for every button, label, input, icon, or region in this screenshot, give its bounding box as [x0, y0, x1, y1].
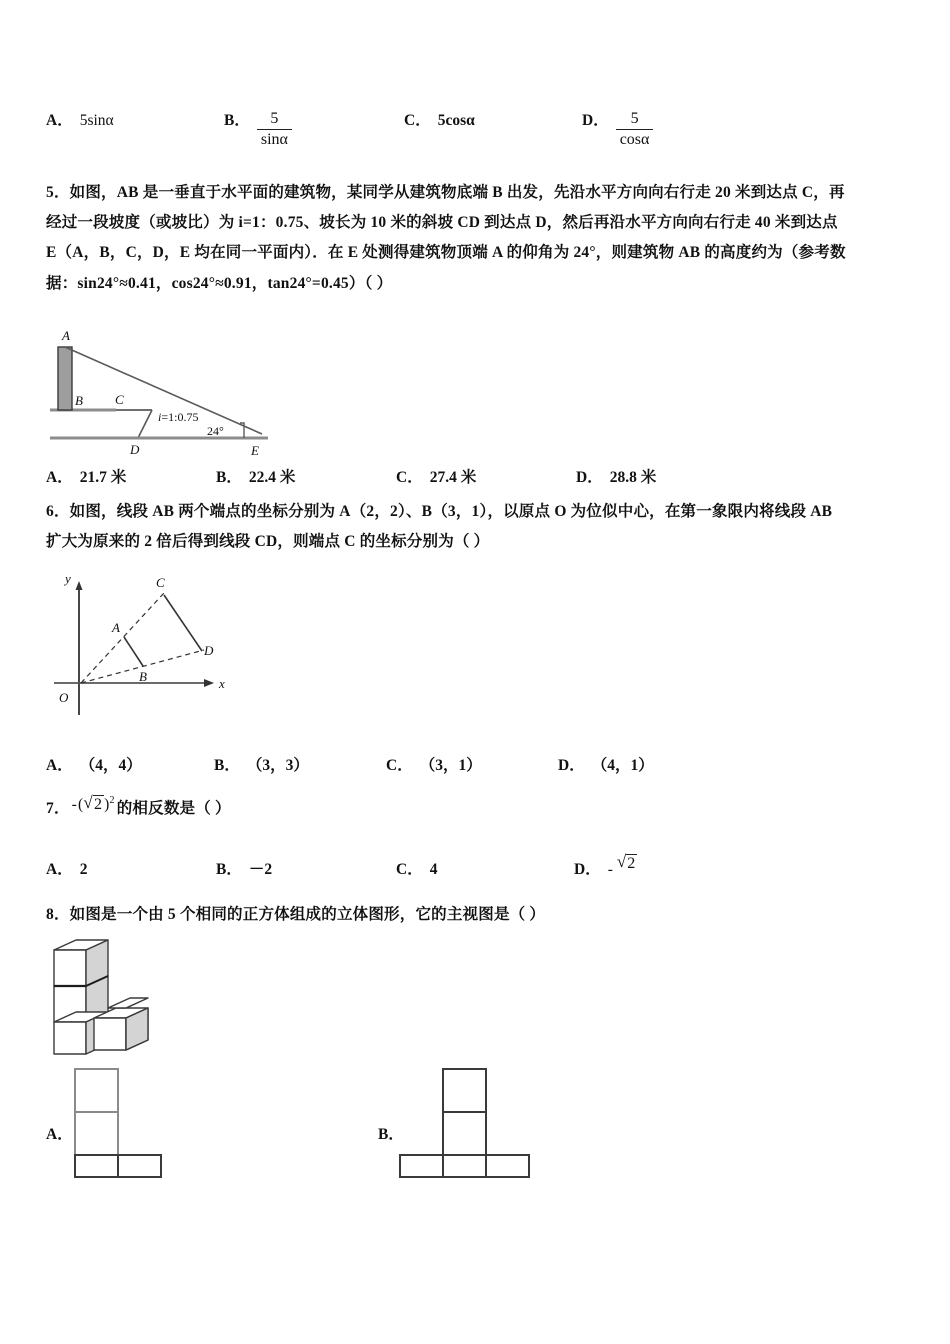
fraction-bar: [257, 129, 292, 130]
grid-cell-middle: [443, 1112, 486, 1155]
cube-top-frontface: [54, 950, 86, 986]
q7-expr-open-paren: (: [78, 796, 84, 813]
label-b: B: [139, 669, 147, 684]
q4-option-a-label: A．: [46, 112, 73, 129]
q6-text-line-2: 扩大为原来的 2 倍后得到线段 CD，则端点 C 的坐标分别为（ ）: [46, 533, 490, 551]
q7-option-b-value: －2: [248, 861, 273, 878]
q8-text: [46, 903, 914, 926]
q4-option-d-denominator: cosα: [619, 130, 650, 148]
q5-text: [46, 178, 914, 299]
q5-option-a-value: 21.7 米: [79, 469, 127, 486]
q4-option-b-label: B．: [224, 112, 250, 129]
q8-option-a-figure[interactable]: [70, 1066, 180, 1181]
q4-option-c[interactable]: [404, 108, 582, 151]
q6-text: [46, 497, 914, 557]
fraction-bar: [616, 129, 654, 130]
q6-option-d-value: （4，1）: [591, 757, 654, 774]
q4-option-d-label: D．: [582, 112, 609, 129]
q7-expression: [72, 794, 115, 816]
q5-option-a-label: A．: [46, 469, 73, 486]
q7-option-b-label: B．: [216, 861, 242, 878]
label-a: A: [62, 328, 70, 343]
q7-number: 7．: [46, 800, 70, 817]
q7-expr-close-paren: ): [104, 796, 110, 813]
q6-option-a-value: （4，4）: [79, 757, 142, 774]
q6-option-d[interactable]: [558, 753, 654, 775]
q6-options-row: [46, 753, 686, 775]
segment-cd: [164, 595, 202, 651]
q5-option-b-value: 22.4 米: [248, 469, 296, 486]
q4-option-b[interactable]: [224, 108, 404, 151]
q6-option-b-label: B．: [214, 757, 240, 774]
q7-text-tail: 的相反数是（ ）: [116, 800, 231, 817]
q7-option-d-label: D．: [574, 861, 601, 878]
label-slope-ratio: i=1:0.75: [158, 410, 199, 424]
x-axis-arrow: [204, 679, 214, 687]
q5-option-c-value: 27.4 米: [429, 469, 477, 486]
q7-expr-radicand: 2: [93, 796, 103, 813]
cube-bottomleft-frontface: [54, 1022, 86, 1054]
q4-option-b-numerator: 5: [270, 110, 279, 127]
grid-cell-middle: [75, 1112, 118, 1155]
q6-option-c-value: （3，1）: [419, 757, 482, 774]
q5-option-c-label: C．: [396, 469, 423, 486]
q7-option-a-label: A．: [46, 861, 73, 878]
q7-options-row: [46, 852, 686, 880]
q5-text-line-1: 5．如图，AB 是一垂直于水平面的建筑物，某同学从建筑物底端 B 出发，先沿水平方向向右行走 20 米到达点 C，再: [46, 184, 845, 201]
cube-bottomright-frontface: [94, 1018, 126, 1050]
slope-cd: [138, 410, 152, 438]
q7-option-d-radicand: 2: [627, 855, 636, 872]
q6-option-a-label: A．: [46, 757, 73, 774]
label-x-axis: x: [219, 676, 225, 691]
q6-option-b-value: （3，3）: [246, 757, 309, 774]
radical-sign: √: [616, 852, 627, 871]
q4-options-row: [46, 108, 686, 151]
q8-option-a-label: A．: [46, 1126, 73, 1143]
q7-option-d-radical: [617, 853, 637, 873]
q8-solid-figure: [42, 936, 192, 1061]
radical-sign: √: [83, 793, 93, 812]
building-ab: [58, 347, 72, 410]
q4-option-a[interactable]: [46, 108, 224, 151]
cube-backright-topface: [108, 998, 148, 1008]
label-c: C: [156, 575, 165, 590]
q7-expr-radical: [83, 794, 104, 814]
grid-cell-bottom-left: [400, 1155, 443, 1177]
q6-figure: [46, 565, 296, 740]
q7-option-d-minus: -: [607, 861, 613, 878]
q7-option-d[interactable]: [574, 852, 637, 880]
q6-option-c-label: C．: [386, 757, 413, 774]
q5-option-a[interactable]: [46, 465, 216, 487]
q4-option-a-value: 5sinα: [79, 112, 114, 129]
q7-expr-exponent: 2: [109, 795, 115, 806]
q6-option-d-label: D．: [558, 757, 585, 774]
q4-option-d[interactable]: [582, 108, 653, 151]
q8-option-b-figure[interactable]: [400, 1066, 530, 1181]
q8-option-b-label: B．: [378, 1126, 404, 1143]
grid-cell-top: [443, 1069, 486, 1112]
label-d: D: [204, 643, 214, 658]
q4-option-c-value: 5cosα: [437, 112, 475, 129]
segment-ab: [124, 637, 143, 666]
q7-text: [46, 793, 546, 820]
y-axis-arrow: [76, 581, 83, 590]
label-e: E: [251, 443, 259, 458]
label-y-axis: y: [65, 571, 71, 586]
q5-text-line-4: 据：sin24°≈0.41，cos24°≈0.91，tan24°=0.45）（ ）: [46, 274, 393, 292]
q5-text-line-3: E（A，B，C，D，E 均在同一平面内）．在 E 处测得建筑物顶端 A 的仰角为 24°，则建筑物 AB 的高度约为（参考数: [46, 244, 846, 262]
label-a: A: [112, 620, 120, 635]
q7-option-b[interactable]: [216, 857, 396, 879]
q5-options-row: [46, 465, 686, 487]
grid-cell-top: [75, 1069, 118, 1112]
grid-cell-bottom-center: [443, 1155, 486, 1177]
q5-option-b[interactable]: [216, 465, 396, 487]
q8-text-line-1: 8．如图是一个由 5 个相同的正方体组成的立体图形，它的主视图是（ ）: [46, 906, 546, 923]
q4-option-b-fraction: [257, 111, 292, 149]
ray-o-to-c: [81, 593, 164, 683]
label-angle-24: 24°: [207, 424, 224, 438]
q4-option-c-label: C．: [404, 112, 431, 129]
grid-cell-bottom-right: [118, 1155, 161, 1177]
label-c: C: [115, 392, 124, 407]
q6-option-c[interactable]: [386, 753, 558, 775]
q5-option-d-label: D．: [576, 469, 603, 486]
q5-figure: [44, 322, 324, 457]
q6-option-a[interactable]: [46, 753, 214, 775]
q6-text-line-1: 6．如图，线段 AB 两个端点的坐标分别为 A（2，2）、B（3，1），以原点 O 为位似中心，在第一象限内将线段 AB: [46, 503, 833, 520]
q5-option-b-label: B．: [216, 469, 242, 486]
q5-option-d[interactable]: [576, 465, 656, 487]
q6-option-b[interactable]: [214, 753, 386, 775]
q7-option-a[interactable]: [46, 857, 216, 879]
label-b: B: [75, 393, 83, 408]
grid-cell-bottom-right: [486, 1155, 529, 1177]
q4-option-d-fraction: [616, 111, 654, 149]
q4-option-b-denominator: sinα: [260, 130, 288, 148]
grid-cell-bottom-left: [75, 1155, 118, 1177]
label-origin: O: [59, 690, 69, 705]
q5-option-d-value: 28.8 米: [609, 469, 657, 486]
q7-option-a-value: 2: [79, 861, 88, 878]
q4-option-d-numerator: 5: [630, 110, 639, 127]
label-d: D: [130, 442, 140, 457]
q7-expr-minus: -: [71, 796, 78, 813]
q7-option-c-value: 4: [429, 861, 438, 878]
q7-option-c-label: C．: [396, 861, 423, 878]
q7-option-c[interactable]: [396, 857, 574, 879]
q5-option-c[interactable]: [396, 465, 576, 487]
q5-text-line-2: 经过一段坡度（或坡比）为 i=1：0.75、坡长为 10 米的斜坡 CD 到达点 D，然后再沿水平方向向右行走 40 米到达点: [46, 214, 838, 232]
